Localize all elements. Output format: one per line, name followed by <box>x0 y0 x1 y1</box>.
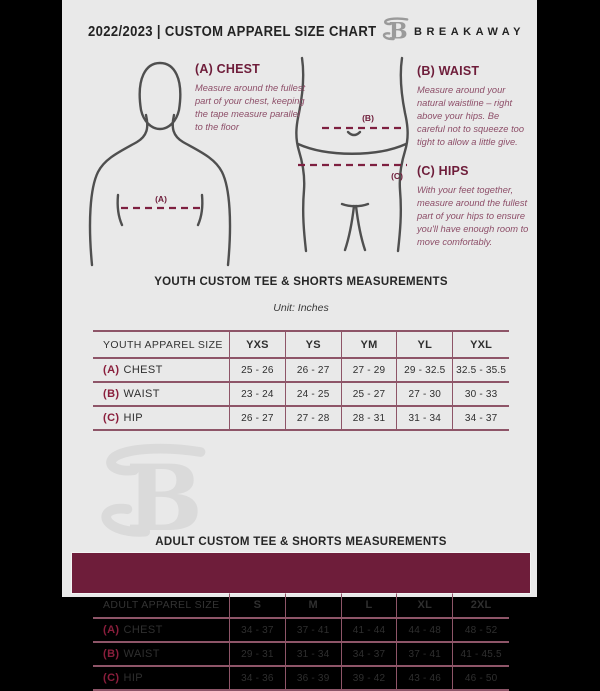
table-cell: 24 - 25 <box>286 383 342 405</box>
chest-guide <box>195 62 307 134</box>
table-cell: 26 - 27 <box>286 359 342 381</box>
table-cell: 28 - 31 <box>342 407 398 429</box>
brand-name: BREAKAWAY <box>414 26 525 38</box>
table-cell: 25 - 26 <box>230 359 286 381</box>
row-label-cell <box>93 643 230 665</box>
row-label-cell <box>93 407 230 429</box>
table-header-cell: YS <box>286 332 342 357</box>
row-label-cell <box>93 383 230 405</box>
table-row <box>93 359 509 383</box>
table-header-cell: YM <box>342 332 398 357</box>
table-cell: 29 - 32.5 <box>397 359 453 381</box>
table-cell: 41 - 45.5 <box>460 648 502 660</box>
youth-unit-label: Unit: Inches <box>273 302 329 314</box>
table-header-cell: 2XL <box>470 598 492 611</box>
table-row <box>93 619 509 643</box>
table-cell: 23 - 24 <box>230 383 286 405</box>
chest-marker-label: (A) <box>155 194 167 204</box>
table-header-cell: YOUTH APPAREL SIZE <box>93 332 230 357</box>
table-cell: 37 - 41 <box>286 619 342 641</box>
table-cell: 27 - 30 <box>397 383 453 405</box>
right-inner-leg <box>356 206 365 250</box>
table-header-cell: XL <box>397 592 453 617</box>
table-cell: 29 - 31 <box>230 643 286 665</box>
adult-size-table <box>93 590 509 691</box>
row-key: (C) <box>103 672 120 684</box>
left-armpit-line <box>118 195 122 225</box>
table-cell: 43 - 46 <box>397 667 453 689</box>
youth-size-table <box>93 330 509 431</box>
table-row <box>93 667 509 691</box>
lower-body-measurement-figure <box>292 58 412 268</box>
table-cell: 44 - 48 <box>397 619 453 641</box>
waist-marker-label: (B) <box>362 113 374 123</box>
table-header-cell: YXS <box>230 332 286 357</box>
row-label: WAIST <box>123 648 160 660</box>
table-cell: 30 - 33 <box>464 388 498 400</box>
youth-section-title: YOUTH CUSTOM TEE & SHORTS MEASUREMENTS <box>154 276 448 288</box>
adult-section-title: ADULT CUSTOM TEE & SHORTS MEASUREMENTS <box>155 536 447 548</box>
table-header-cell: L <box>342 592 398 617</box>
table-row <box>93 383 509 407</box>
row-key: (C) <box>103 412 120 424</box>
table-cell: 31 - 34 <box>286 643 342 665</box>
table-cell: 31 - 34 <box>397 407 453 429</box>
waist-guide-text: Measure around your natural waistline – right above your hips. Be careful not to squeeze too tight to allow a little give. <box>417 85 524 147</box>
waist-guide <box>417 64 529 149</box>
row-label: HIP <box>123 412 144 424</box>
table-header-cell: S <box>230 592 286 617</box>
breakaway-logo-icon <box>380 14 412 44</box>
table-cell: 32.5 - 35.5 <box>456 364 507 376</box>
table-header-row <box>93 332 509 359</box>
table-cell: 25 - 27 <box>342 383 398 405</box>
row-label: WAIST <box>123 388 160 400</box>
table-row <box>93 407 509 431</box>
footer-accent-bar <box>72 553 530 593</box>
row-label-cell <box>93 619 230 641</box>
left-shoulder-arm <box>90 115 147 265</box>
table-cell: 34 - 37 <box>342 643 398 665</box>
waistband-curve <box>298 144 406 154</box>
row-label: CHEST <box>123 624 163 636</box>
table-header-cell: ADULT APPAREL SIZE <box>93 592 230 617</box>
table-header-cell: YXL <box>470 338 493 351</box>
table-cell: 27 - 28 <box>286 407 342 429</box>
hips-guide-text: With your feet together, measure around the fullest part of your hips to ensure you'll have enough room to move comfortably. <box>417 185 529 247</box>
table-cell: 46 - 50 <box>464 672 498 684</box>
hips-marker-label: (C) <box>391 171 403 181</box>
right-hip-leg-outline <box>398 58 408 251</box>
table-cell: 37 - 41 <box>397 643 453 665</box>
table-cell: 48 - 52 <box>464 624 498 636</box>
table-cell: 27 - 29 <box>342 359 398 381</box>
row-label: CHEST <box>123 364 163 376</box>
hips-guide <box>417 164 531 249</box>
table-cell: 41 - 44 <box>342 619 398 641</box>
table-cell: 26 - 27 <box>230 407 286 429</box>
hips-guide-heading: (C) HIPS <box>417 164 469 178</box>
row-label: HIP <box>123 672 144 684</box>
table-cell: 34 - 37 <box>464 412 498 424</box>
page-title: 2022/2023 | CUSTOM APPAREL SIZE CHART <box>88 24 377 40</box>
chest-guide-heading: (A) CHEST <box>195 62 260 76</box>
row-key: (A) <box>103 364 120 376</box>
right-armpit-line <box>198 195 202 225</box>
waist-guide-heading: (B) WAIST <box>417 64 480 78</box>
left-inner-leg <box>345 206 354 250</box>
size-chart-page <box>62 0 537 684</box>
table-cell: 34 - 36 <box>230 667 286 689</box>
right-shoulder-arm <box>173 115 230 265</box>
row-key: (A) <box>103 624 120 636</box>
row-key: (B) <box>103 388 120 400</box>
table-cell: 39 - 42 <box>342 667 398 689</box>
chest-guide-text: Measure around the fullest part of your chest, keeping the tape measure parallel to the floor <box>195 83 306 132</box>
table-cell: 34 - 37 <box>230 619 286 641</box>
row-key: (B) <box>103 648 120 660</box>
table-header-cell: YL <box>397 332 453 357</box>
row-label-cell <box>93 359 230 381</box>
table-cell: 36 - 39 <box>286 667 342 689</box>
navel-mark <box>348 132 360 135</box>
row-label-cell <box>93 667 230 689</box>
table-header-row <box>93 592 509 619</box>
table-header-cell: M <box>286 592 342 617</box>
table-row <box>93 643 509 667</box>
